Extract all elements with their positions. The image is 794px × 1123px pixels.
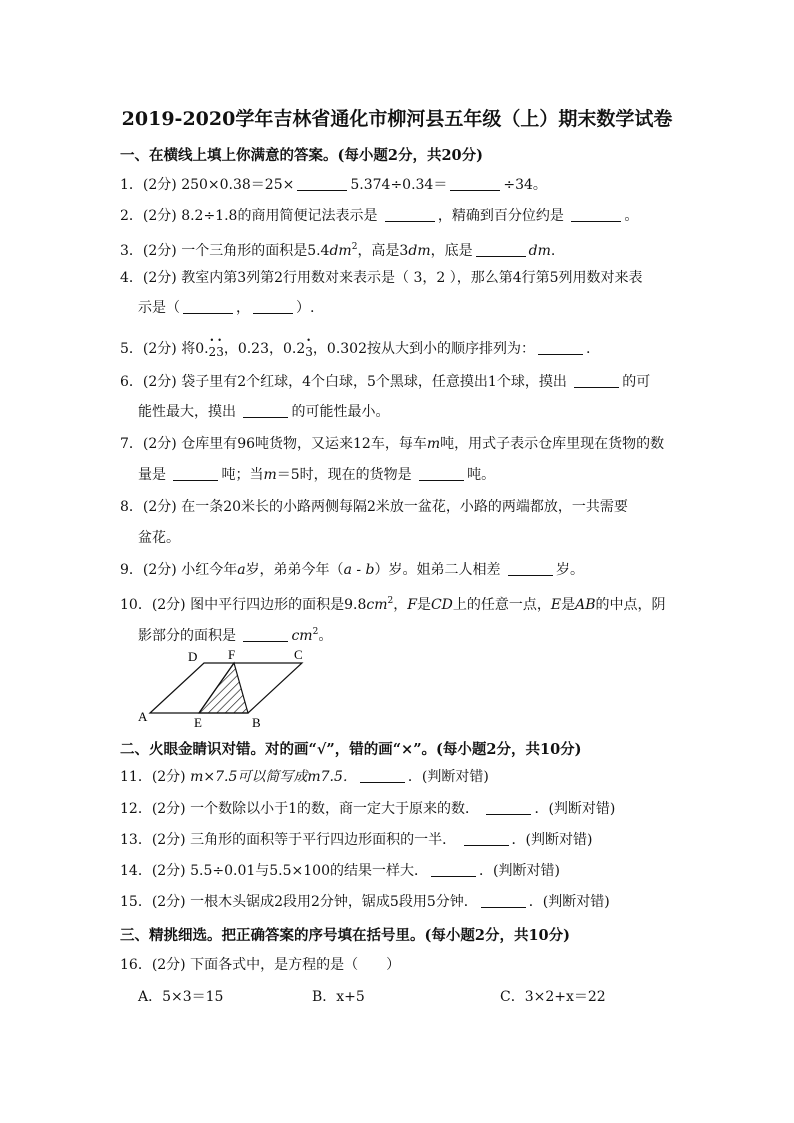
answer-blank[interactable] (538, 340, 583, 355)
shaded-triangle-afb (199, 663, 248, 713)
unit-cm: cm (291, 628, 313, 644)
q6-text: 6．(2分) 袋子里有2个红球，4个白球，5个黑球，任意摸出1个球，摸出 (120, 374, 572, 390)
label-c: C (294, 647, 303, 662)
q11-text: 11．(2分) (120, 769, 191, 785)
answer-blank[interactable] (481, 893, 526, 908)
question-4-line-2 (138, 293, 314, 323)
point-e: E (550, 597, 562, 613)
q2-text: 2．(2分) 8.2÷1.8的商用简便记法表示是 (120, 208, 382, 224)
q13-text: ．(判断对错) (511, 832, 593, 848)
option-b[interactable]: B．x+5 (312, 989, 365, 1005)
q7-text: 吨，用式子表示仓库里现在货物的数 (440, 436, 665, 452)
answer-blank[interactable] (173, 466, 218, 481)
q3-text: 3．(2分) 一个三角形的面积是5.4 (120, 243, 330, 259)
question-16: 16．(2分) 下面各式中，是方程的是（ ） (120, 957, 401, 973)
superscript-2: 2 (387, 596, 394, 606)
q4-text: 示是（ (138, 300, 180, 316)
question-3 (120, 232, 555, 266)
question-9 (120, 555, 584, 585)
answer-blank[interactable] (571, 207, 621, 222)
q10-text: 10．(2分) 图中平行四边形的面积是9.8 (120, 597, 367, 613)
q7-text: 量是 (138, 467, 171, 483)
answer-blank[interactable] (486, 800, 531, 815)
q13-text: 13．(2分) 三角形的面积等于平行四边形面积的一半． (120, 832, 461, 848)
section-3-heading: 三、精挑细选。把正确答案的序号填在括号里。(每小题2分，共10分) (120, 927, 570, 944)
answer-blank[interactable] (183, 299, 233, 314)
unit-dm: dm (329, 243, 352, 259)
q3-text: ，底是 (430, 243, 473, 259)
answer-blank[interactable] (431, 862, 476, 877)
q11-expression: m×7.5可以简写成m7.5． (190, 769, 357, 785)
label-f: F (228, 647, 236, 662)
question-10 (120, 586, 666, 620)
q14-text: 14．(2分) 5.5÷0.01与5.5×100的结果一样大． (120, 863, 428, 879)
question-15 (120, 887, 610, 917)
question-8-line-2: 盆花。 (138, 530, 180, 546)
q1-text: 5.374÷0.34＝ (350, 177, 448, 193)
q1-text: ÷34。 (503, 177, 547, 193)
answer-blank[interactable] (476, 242, 526, 257)
unit-cm: cm (366, 597, 388, 613)
answer-blank[interactable] (297, 176, 347, 191)
answer-blank[interactable] (574, 373, 619, 388)
question-6-line-2 (138, 397, 389, 427)
q15-text: ．(判断对错) (528, 894, 610, 910)
q9-text: 岁，弟弟今年（ (245, 562, 344, 578)
question-5 (120, 334, 590, 367)
question-12 (120, 794, 615, 824)
q4-text: ）. (296, 300, 315, 316)
parallelogram-figure (138, 647, 318, 729)
question-10-line-2 (138, 617, 332, 651)
q5-text: . (586, 341, 591, 357)
question-4: 4．(2分) 教室内第3列第2行用数对来表示是（ 3，2 ），那么第4行第5列用数对来表 (120, 270, 643, 286)
q5-text: 5．(2分) 将0. (120, 341, 209, 357)
repeating-digit: • 2 (209, 337, 217, 367)
q3-text: ，高是3 (357, 243, 409, 259)
label-d: D (188, 649, 198, 664)
question-6 (120, 367, 650, 397)
q10-text: ， (393, 597, 408, 613)
q3-text: . (550, 243, 556, 259)
q10-text: 的中点，阴 (595, 597, 666, 613)
label-e: E (194, 715, 202, 729)
q9-text: 岁。 (555, 562, 584, 578)
variable-m: m (426, 436, 441, 452)
segment-ab: AB (575, 597, 596, 613)
q5-text: ，0.302按从大到小的顺序排列为： (312, 341, 535, 357)
option-c[interactable]: C．3×2+x＝22 (500, 989, 606, 1005)
question-14 (120, 856, 560, 886)
label-a: A (138, 709, 148, 724)
superscript-2: 2 (351, 242, 358, 252)
label-b: B (252, 715, 261, 729)
answer-blank[interactable] (253, 299, 293, 314)
superscript-2: 2 (312, 627, 319, 637)
answer-blank[interactable] (419, 466, 464, 481)
repeating-digit: • 3 (305, 337, 313, 367)
q2-text: ，精确到百分位约是 (437, 208, 569, 224)
variable-a: a (237, 562, 246, 578)
q5-text: ，0.23，0.2 (223, 341, 306, 357)
answer-blank[interactable] (508, 561, 553, 576)
point-f: F (407, 597, 417, 613)
q10-text: 影部分的面积是 (138, 628, 241, 644)
q10-text: 是 (561, 597, 576, 613)
q7-text: 7．(2分) 仓库里有96吨货物，又运来12车，每车 (120, 436, 427, 452)
answer-blank[interactable] (450, 176, 500, 191)
q9-text: 9．(2分) 小红今年 (120, 562, 238, 578)
option-a[interactable]: A．5×3＝15 (138, 989, 224, 1005)
q12-text: 12．(2分) 一个数除以小于1的数，商一定大于原来的数． (120, 801, 484, 817)
section-2-heading: 二、火眼金睛识对错。对的画“√”，错的画“×”。(每小题2分，共10分) (120, 741, 582, 758)
q10-period: 。 (318, 628, 333, 644)
q4-text: ， (236, 300, 250, 316)
expression-a-minus-b: a - b (343, 562, 375, 578)
q7-text: 吨；当 (221, 467, 264, 483)
q10-text: 上的任意一点， (452, 597, 551, 613)
q9-text: ）岁。姐弟二人相差 (374, 562, 505, 578)
question-7-line-2 (138, 460, 495, 490)
question-8: 8．(2分) 在一条20米长的小路两侧每隔2米放一盆花，小路的两端都放，一共需要 (120, 499, 628, 515)
q1-text: 1．(2分) 250×0.38＝25× (120, 177, 295, 193)
q2-text: 。 (624, 208, 639, 224)
q6-text: 的可 (622, 374, 651, 390)
repeating-digit: • 3 (216, 337, 224, 367)
section-1-heading: 一、在横线上填上你满意的答案。(每小题2分，共20分) (120, 147, 483, 164)
q11-text: ．(判断对错) (407, 769, 489, 785)
answer-blank[interactable] (360, 768, 405, 783)
q6-text: 能性最大，摸出 (138, 404, 241, 420)
segment-cd: CD (430, 597, 453, 613)
question-11 (120, 762, 489, 792)
variable-m: m (263, 467, 277, 483)
q14-text: ．(判断对错) (478, 863, 560, 879)
answer-blank[interactable] (243, 627, 288, 642)
q6-text: 的可能性最小。 (291, 404, 390, 420)
answer-blank[interactable] (243, 403, 288, 418)
answer-blank[interactable] (385, 207, 435, 222)
question-2 (120, 201, 638, 231)
q15-text: 15．(2分) 一根木头锯成2段用2分钟，锯成5段用5分钟． (120, 894, 478, 910)
question-13 (120, 825, 592, 855)
question-1 (120, 170, 547, 200)
answer-blank[interactable] (464, 831, 509, 846)
q7-text: 吨。 (467, 467, 496, 483)
q7-text: ＝5时，现在的货物是 (276, 467, 417, 483)
q10-text: 是 (416, 597, 431, 613)
unit-dm: dm (528, 243, 551, 259)
page-title: 2019-2020学年吉林省通化市柳河县五年级（上）期末数学试卷 (121, 108, 673, 130)
question-7 (120, 429, 664, 459)
q12-text: ．(判断对错) (534, 801, 616, 817)
unit-dm: dm (408, 243, 431, 259)
